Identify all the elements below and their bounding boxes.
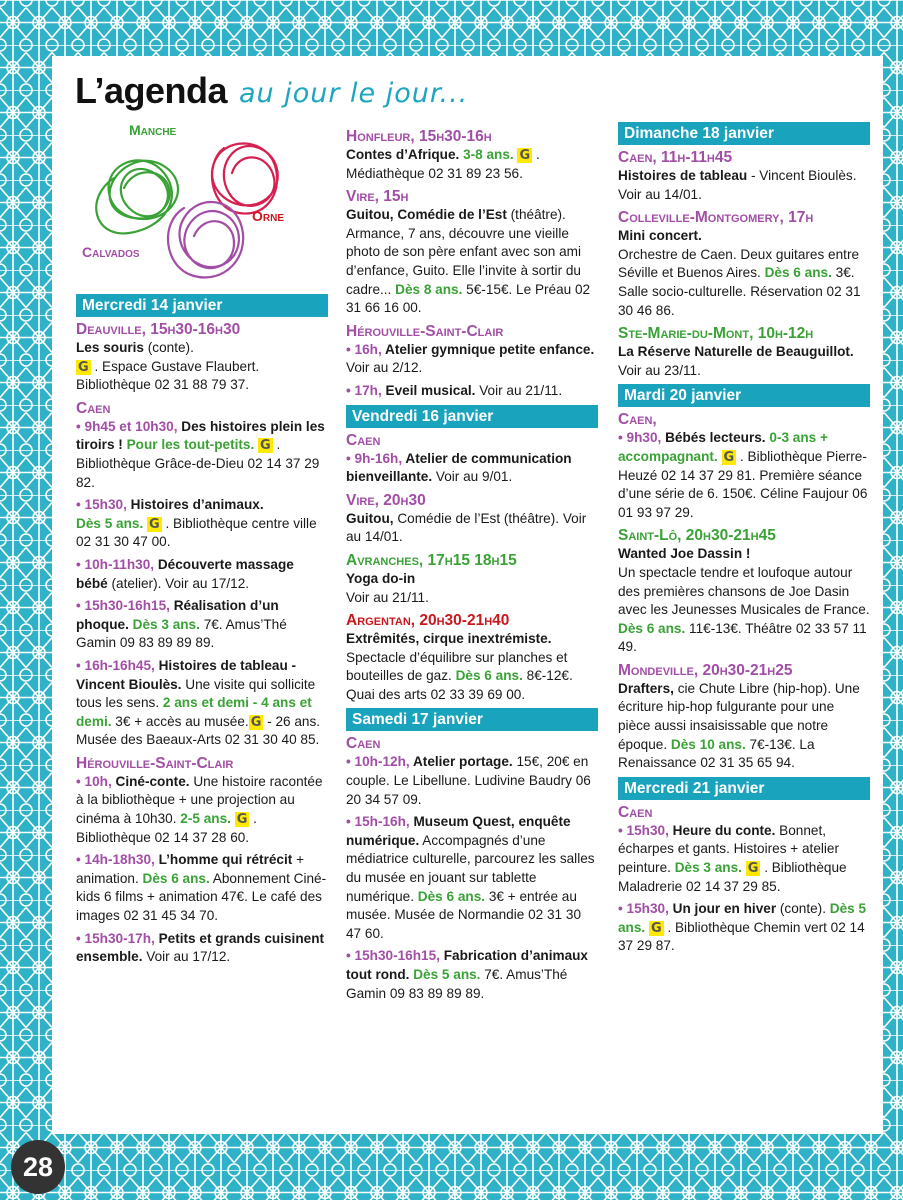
event-entry <box>618 429 870 522</box>
event-title: Atelier portage. <box>412 754 513 770</box>
day-heading: Mercredi 14 janvier <box>76 294 328 317</box>
event-text: 3€ + entrée au musée. Musée de Normandie 02 31 30 47 60. <box>346 888 582 941</box>
free-badge-icon: G <box>723 449 735 465</box>
event-title: Histoires d’animaux. <box>130 497 264 513</box>
free-badge-icon: G <box>519 148 531 163</box>
event-time: • 15h-16h, <box>346 814 414 830</box>
event-age: 3-8 ans. <box>463 147 514 162</box>
venue-heading: Caen <box>76 399 111 417</box>
event-entry <box>346 570 598 607</box>
event-age: Dès 5 ans. <box>413 967 481 982</box>
event-age: Dès 3 ans. <box>674 860 742 876</box>
event-text: Voir au 21/11. <box>479 382 563 398</box>
event-time: • 9h30, <box>618 430 666 446</box>
event-entry <box>618 227 870 320</box>
venue-heading: Caen <box>618 803 653 821</box>
event-text: . Bibliothèque Maladrerie 02 14 37 29 85. <box>618 860 847 894</box>
event-text: 5€-15€. Le Préau 02 31 66 16 00. <box>346 281 591 316</box>
day-heading: Samedi 17 janvier <box>346 708 598 731</box>
venue-heading: Caen <box>346 735 381 753</box>
event-text: Orchestre de Caen. Deux guitares entre Séville et Buenos Aires. <box>618 246 860 281</box>
event-text: . Bibliothèque 02 14 37 28 60. <box>76 811 257 845</box>
event-title: Les souris <box>76 340 144 355</box>
event-title: Atelier gymnique petite enfance. <box>385 341 595 357</box>
event-time: • 16h-16h45, <box>76 657 159 673</box>
map-label-manche: Manche <box>129 122 177 138</box>
event-text: 11€-13€. Théâtre 02 33 57 11 49. <box>618 620 867 655</box>
event-title: Wanted Joe Dassin ! <box>618 546 751 562</box>
venue-heading: Avranches, 17h15 18h15 <box>346 551 517 569</box>
event-entry <box>76 496 328 552</box>
free-badge-icon: G <box>250 714 262 730</box>
event-entry <box>76 556 328 593</box>
event-title: Guitou, Comédie de l’Est <box>346 207 507 223</box>
event-text: . Bibliothèque centre ville 02 31 30 47 00. <box>76 515 317 550</box>
event-title: Guitou, <box>346 510 394 526</box>
event-text: 3€. Salle socio-culturelle. Réservation 02 31 30 46 86. <box>618 265 861 318</box>
event-text: . Espace Gustave Flaubert. Bibliothèque 02 31 88 79 37. <box>76 358 260 393</box>
event-time: • 15h30, <box>76 497 131 513</box>
event-title: Drafters, <box>618 680 674 696</box>
venue-heading: Vire, 20h30 <box>346 491 426 509</box>
event-entry <box>76 773 328 847</box>
event-title: Atelier de communication bienveillante. <box>346 450 572 485</box>
venue-heading: Caen, <box>618 411 657 429</box>
event-time: • 15h30-16h15, <box>76 598 174 614</box>
manche-scribble <box>96 160 178 233</box>
event-title: Extrêmités, cirque inextrémiste. <box>346 631 552 647</box>
event-time: • 15h30-17h, <box>76 930 159 946</box>
agenda-column-3 <box>618 122 870 960</box>
venue-heading: Hérouville-Saint-Clair <box>76 754 234 772</box>
event-age: Dès 6 ans. <box>417 888 486 904</box>
map-label-orne: Orne <box>252 208 285 224</box>
page-title-block <box>75 70 469 112</box>
event-time: • 10h-11h30, <box>76 556 158 572</box>
free-badge-icon: G <box>149 516 160 532</box>
event-text: (théâtre). Armance, 7 ans, découvre une vieille photo de son père enfant avec son ami d’enfance, Guito. Elle l’invite à sortir du cadre... <box>346 207 582 297</box>
event-text: cie Chute Libre (hip-hop). Une écriture hip-hop fulgurante pour une pièce aussi insaisissable que notre époque. <box>618 680 860 752</box>
event-age: 2 ans et demi - 4 ans et demi. <box>76 695 312 729</box>
agenda-column-2 <box>346 124 598 1007</box>
event-text: + animation. <box>76 852 305 886</box>
event-age: Dès 5 ans. <box>618 901 867 935</box>
agenda-page <box>52 56 883 1134</box>
event-entry <box>618 900 870 956</box>
map-label-calvados: Calvados <box>82 244 140 260</box>
event-time: • 15h30, <box>618 901 673 917</box>
event-entry <box>346 510 598 547</box>
event-text: Voir au 17/12. <box>146 949 231 965</box>
event-title: Découverte massage bébé <box>76 556 294 591</box>
event-text: 3€ + accès au musée. <box>115 713 249 729</box>
event-entry <box>346 947 598 1003</box>
venue-heading: Colleville-Montgomery, 17h <box>618 209 814 227</box>
event-entry <box>618 343 870 380</box>
event-title: Contes d’Afrique. <box>346 147 460 162</box>
event-entry <box>346 813 598 943</box>
event-text: Accompagnés d’une médiatrice culturelle, parcourez les salles du musée en jouant sur tablette numérique. <box>346 832 595 904</box>
event-text: Une visite qui sollicite tous les sens. <box>76 676 316 711</box>
event-age: Dès 5 ans. <box>76 515 144 531</box>
event-time: • 9h45 et 10h30, <box>76 418 182 434</box>
event-title: Histoires de tableau <box>618 168 748 183</box>
venue-heading: Hérouville-Saint-Clair <box>346 322 504 340</box>
event-entry <box>618 167 870 204</box>
day-heading: Dimanche 18 janvier <box>618 122 870 145</box>
event-text: Abonnement Ciné-kids 6 films + animation 47€. Le café des images 02 31 45 34 70. <box>76 870 327 924</box>
day-heading: Mercredi 21 janvier <box>618 777 870 800</box>
event-entry <box>76 930 328 967</box>
event-text: Voir au 23/11. <box>618 362 701 378</box>
event-title: Mini concert. <box>618 228 702 244</box>
event-age: Dès 3 ans. <box>132 616 200 632</box>
event-entry <box>618 680 870 773</box>
event-time: • 15h30, <box>618 822 673 838</box>
event-entry <box>76 657 328 750</box>
event-text: 8€-12€. Quai des arts 02 33 39 69 00. <box>346 668 573 702</box>
free-badge-icon: G <box>236 812 248 828</box>
venue-heading: Ste-Marie-du-Mont, 10h-12h <box>618 325 814 343</box>
event-text: Bonnet, écharpes et gants. Histoires + atelier peinture. <box>618 822 840 876</box>
event-age: Dès 6 ans. <box>618 620 686 636</box>
event-time: • 9h-16h, <box>346 450 406 466</box>
event-entry <box>346 146 598 183</box>
event-entry <box>346 450 598 487</box>
event-entry <box>618 545 870 657</box>
agenda-column-1 <box>76 294 328 971</box>
venue-heading: Vire, 15h <box>346 188 409 206</box>
event-title: Petits et grands cuisinent ensemble. <box>76 930 325 965</box>
venue-heading: Saint-Lô, 20h30-21h45 <box>618 527 776 545</box>
venue-heading: Argentan, 20h30-21h40 <box>346 612 510 630</box>
event-text: (conte). <box>147 340 194 355</box>
venue-heading: Honfleur, 15h30-16h <box>346 128 492 145</box>
event-title: Des histoires plein les tiroirs ! <box>76 418 325 453</box>
event-time: • 10h, <box>76 773 116 789</box>
page-subtitle: au jour le jour... <box>239 78 469 109</box>
event-title: Histoires de tableau - Vincent Bioulès. <box>76 657 297 692</box>
event-time: • 10h-12h, <box>346 754 413 770</box>
venue-heading: Caen, 11h-11h45 <box>618 149 733 166</box>
event-text: - 26 ans. Musée des Baeaux-Arts 02 31 30 40 85. <box>76 713 321 748</box>
event-title: Un jour en hiver <box>672 901 777 917</box>
event-title: Yoga do-in <box>346 570 416 586</box>
day-heading: Mardi 20 janvier <box>618 384 870 407</box>
event-age: Dès 8 ans. <box>395 281 463 297</box>
day-heading: Vendredi 16 janvier <box>346 405 598 428</box>
event-entry <box>76 851 328 925</box>
event-text: (conte). <box>779 901 830 917</box>
free-badge-icon: G <box>78 359 89 375</box>
event-text: Comédie de l’Est (théâtre). Voir au 14/01. <box>346 510 587 545</box>
event-text: 7€. Amus’Thé Gamin 09 83 89 89 89. <box>76 616 287 651</box>
event-time: • 14h-18h30, <box>76 852 159 868</box>
event-text: Spectacle d’équilibre sur planches et bouteilles de gaz. <box>346 649 568 684</box>
event-text: . Bibliothèque Grâce-de-Dieu 02 14 37 29 82. <box>76 437 320 490</box>
event-title: Ciné-conte. <box>115 773 190 789</box>
event-title: Réalisation d’un phoque. <box>76 598 279 632</box>
event-entry <box>346 382 598 401</box>
venue-heading: Caen <box>346 431 381 449</box>
event-entry <box>346 341 598 378</box>
event-entry <box>346 753 598 809</box>
event-entry <box>346 630 598 704</box>
event-text: (atelier). Voir au 17/12. <box>111 575 250 591</box>
event-title: Fabrication d’animaux tout rond. <box>346 948 588 982</box>
event-text: 7€. Amus’Thé Gamin 09 83 89 89 89. <box>346 967 568 1001</box>
event-age: Dès 10 ans. <box>670 736 746 752</box>
event-title: L’homme qui rétrécit <box>158 852 293 868</box>
event-title: Museum Quest, enquête numérique. <box>346 814 571 848</box>
event-title: Heure du conte. <box>672 822 776 838</box>
event-age: Pour les tout-petits. <box>126 437 255 453</box>
event-text: Un spectacle tendre et loufoque autour des premières chansons de Joe Dasin avec les Jeunesses Musicales de France. <box>618 564 870 618</box>
event-text: 7€-13€. La Renaissance 02 31 35 65 94. <box>618 736 815 771</box>
event-text: 15€, 20€ en couple. Le Libellune. Ludivine Baudry 06 20 34 57 09. <box>346 754 591 807</box>
free-badge-icon: G <box>650 920 662 936</box>
event-text: Voir au 2/12. <box>346 360 423 376</box>
event-text: Voir au 21/11. <box>346 589 429 605</box>
region-scribble-map <box>74 118 304 283</box>
event-text: - Vincent Bioulès. Voir au 14/01. <box>618 168 857 202</box>
event-age: 0-3 ans + accompagnant. <box>618 430 828 464</box>
page-title: L’agenda <box>75 70 228 111</box>
event-time: • 17h, <box>346 382 386 398</box>
event-title: Eveil musical. <box>385 382 476 398</box>
event-text: . Bibliothèque Chemin vert 02 14 37 29 87. <box>618 919 865 954</box>
event-age: Dès 6 ans. <box>142 870 210 886</box>
event-time: • 16h, <box>346 341 386 357</box>
event-text: . Médiathèque 02 31 89 23 56. <box>346 147 540 181</box>
event-text: Une histoire racontée à la bibliothèque + une projection au cinéma à 10h30. <box>76 773 323 827</box>
venue-heading: Deauville, 15h30-16h30 <box>76 321 241 338</box>
event-age: Dès 6 ans. <box>455 668 523 684</box>
event-text: . Bibliothèque Pierre-Heuzé 02 14 37 29 81. Première séance d’une série de 6. 150€. Céline Faujour 06 01 93 97 29. <box>618 448 868 520</box>
event-age: 2-5 ans. <box>180 811 231 827</box>
event-title: La Réserve Naturelle de Beauguillot. <box>618 344 854 360</box>
venue-heading: Mondeville, 20h30-21h25 <box>618 661 793 679</box>
event-entry <box>76 597 328 653</box>
event-age: Dès 6 ans. <box>764 265 832 281</box>
event-time: • 15h30-16h15, <box>346 948 444 964</box>
free-badge-icon: G <box>260 438 271 454</box>
event-entry <box>346 206 598 318</box>
free-badge-icon: G <box>747 861 759 877</box>
event-entry <box>618 822 870 896</box>
event-text: Voir au 9/01. <box>435 469 513 485</box>
event-entry <box>76 418 328 492</box>
calvados-scribble <box>168 202 243 277</box>
event-title: Bébés lecteurs. <box>665 430 766 446</box>
page-number: 28 <box>11 1140 65 1194</box>
event-entry <box>76 339 328 395</box>
